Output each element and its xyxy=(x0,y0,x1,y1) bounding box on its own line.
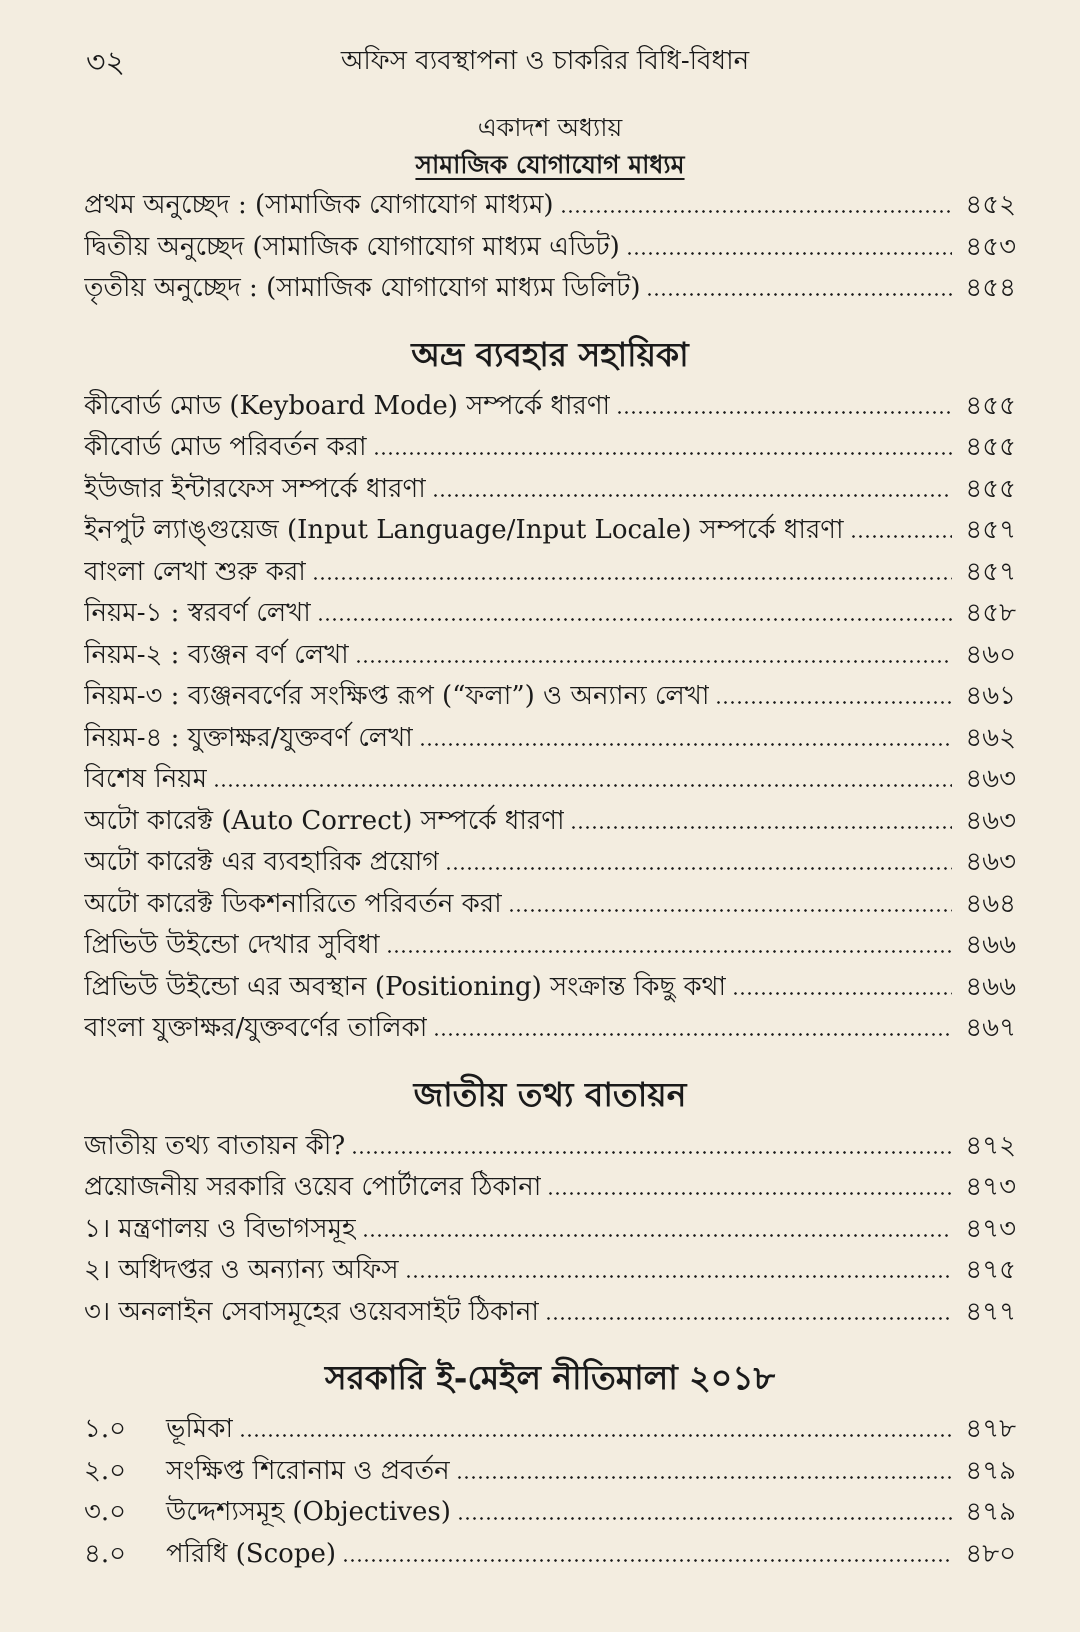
running-title: অফিস ব্যবস্থাপনা ও চাকরির বিধি-বিধান xyxy=(340,46,750,76)
toc-entry xyxy=(84,1007,1016,1049)
toc-entry-page: ৪৫৭ xyxy=(965,515,1016,545)
toc-entry-page: ৪৭২ xyxy=(965,1130,1016,1161)
section-title: সরকারি ই-মেইল নীতিমালা ২০১৮ xyxy=(324,1358,776,1397)
toc-entry-page: ৪৭৯ xyxy=(965,1497,1016,1527)
toc-entry-title: নিয়ম-৪ : যুক্তাক্ষর/যুক্তবর্ণ লেখা xyxy=(84,722,413,753)
toc-entry-text: উদ্দেশ্যসমূহ (Objectives) xyxy=(166,1497,451,1527)
toc-entry-page: ৪৫২ xyxy=(965,190,1016,220)
dot-leader xyxy=(850,535,952,538)
toc-entry xyxy=(84,717,1016,759)
chapter-subtitle: সামাজিক যোগাযোগ মাধ্যম xyxy=(415,150,685,179)
dot-leader xyxy=(432,494,952,497)
section-title: অভ্র ব্যবহার সহায়িকা xyxy=(411,334,689,374)
toc-entry-title: অটো কারেক্ট ডিকশনারিতে পরিবর্তন করা xyxy=(84,888,502,919)
toc-entry-page: ৪৬৩ xyxy=(965,847,1016,877)
toc-entry-page: ৪৬৩ xyxy=(965,764,1016,794)
toc-entry-title: নিয়ম-১ : স্বরবর্ণ লেখা xyxy=(84,598,311,628)
toc-entry-title xyxy=(84,1491,451,1535)
page-number: ৩২ xyxy=(86,45,126,80)
toc-entry xyxy=(84,1249,1016,1291)
dot-leader xyxy=(342,1559,952,1562)
toc-section xyxy=(84,1073,1016,1333)
toc-entry-page: ৪৫৪ xyxy=(965,273,1016,303)
toc-entry-number: ৩.০ xyxy=(84,1497,127,1527)
toc-entry-title xyxy=(84,1408,233,1452)
toc-entry-page: ৪৬৪ xyxy=(965,888,1016,919)
toc-entry xyxy=(84,551,1016,593)
section-title: জাতীয় তথ্য বাতায়ন xyxy=(413,1074,687,1114)
toc-entry-title: বাংলা যুক্তাক্ষর/যুক্তবর্ণের তালিকা xyxy=(84,1013,428,1043)
toc-entry xyxy=(84,426,1016,468)
toc-entry-page: ৪৫৫ xyxy=(965,432,1016,462)
dot-leader xyxy=(616,411,952,414)
toc-entry xyxy=(84,1291,1016,1333)
toc-entry-number: ১.০ xyxy=(84,1414,127,1444)
dot-leader xyxy=(239,1434,952,1437)
toc-entry xyxy=(84,1125,1016,1167)
dot-leader xyxy=(312,577,952,580)
toc-entry-title: প্রিভিউ উইন্ডো দেখার সুবিধা xyxy=(84,930,380,960)
toc-entry-page: ৪৮০ xyxy=(965,1538,1016,1569)
toc-section xyxy=(84,1356,1016,1574)
toc-entry-title: অটো কারেক্ট এর ব্যবহারিক প্রয়োগ xyxy=(84,847,440,877)
toc-entry xyxy=(84,1533,1016,1575)
toc-entry-title xyxy=(84,1533,336,1577)
toc-entry-title xyxy=(84,1450,450,1494)
toc-entry-page: ৪৬৩ xyxy=(965,805,1016,836)
toc-entry xyxy=(84,184,1016,226)
dot-leader xyxy=(386,950,952,953)
dot-leader xyxy=(646,293,952,296)
toc-entry-page: ৪৭৩ xyxy=(965,1172,1016,1202)
toc-entry xyxy=(84,592,1016,634)
dot-leader xyxy=(362,1234,952,1237)
toc-entry-page: ৪৭৫ xyxy=(965,1255,1016,1285)
toc-entry xyxy=(84,509,1016,551)
toc-entry-page: ৪৫৮ xyxy=(965,598,1016,628)
dot-leader xyxy=(560,210,952,213)
toc-entry-page: ৪৬৭ xyxy=(965,1013,1016,1043)
dot-leader xyxy=(317,618,952,621)
toc-entry-page: ৪৭৯ xyxy=(965,1455,1016,1486)
toc-entry-title: দ্বিতীয় অনুচ্ছেদ (সামাজিক যোগাযোগ মাধ্যম এডিট) xyxy=(84,231,620,262)
toc-entry xyxy=(84,1450,1016,1492)
toc-entry xyxy=(84,924,1016,966)
dot-leader xyxy=(715,701,952,704)
dot-leader xyxy=(547,1192,952,1195)
toc-entry-title: তৃতীয় অনুচ্ছেদ : (সামাজিক যোগাযোগ মাধ্যম ডিলিট) xyxy=(84,273,641,303)
toc-entry-title: ৩। অনলাইন সেবাসমূহের ওয়েবসাইট ঠিকানা xyxy=(84,1296,539,1327)
toc-entry-title: বাংলা লেখা শুরু করা xyxy=(84,556,306,587)
toc-entry-page: ৪৭৮ xyxy=(965,1414,1016,1444)
toc-entry-page: ৪৭৭ xyxy=(965,1296,1016,1327)
toc-entry xyxy=(84,800,1016,842)
toc-entry-title: ২। অধিদপ্তর ও অন্যান্য অফিস xyxy=(84,1255,399,1285)
toc-entry-title: জাতীয় তথ্য বাতায়ন কী? xyxy=(84,1130,346,1161)
toc-entry xyxy=(84,385,1016,427)
dot-leader xyxy=(457,1517,952,1520)
chapter-heading: একাদশ অধ্যায় xyxy=(477,113,623,142)
dot-leader xyxy=(373,452,952,455)
toc-entry xyxy=(84,883,1016,925)
toc-entry-number: ৪.০ xyxy=(84,1538,127,1569)
dot-leader xyxy=(626,252,952,255)
toc-entry-page: ৪৫৭ xyxy=(965,556,1016,587)
toc-entry xyxy=(84,634,1016,676)
toc-entry xyxy=(84,267,1016,309)
toc-entry-text: পরিধি (Scope) xyxy=(166,1538,337,1569)
toc-entry xyxy=(84,841,1016,883)
dot-leader xyxy=(570,826,952,829)
toc-entry-page: ৪৫৫ xyxy=(965,390,1016,421)
toc-entry-page: ৪৫৫ xyxy=(965,473,1016,504)
toc-entry-number: ২.০ xyxy=(84,1455,127,1486)
dot-leader xyxy=(419,743,952,746)
toc-entry-title: ইনপুট ল্যাঙ্গুয়েজ (Input Language/Input Locale) সম্পর্কে ধারণা xyxy=(84,515,844,545)
toc-entry-page: ৪৭৩ xyxy=(965,1213,1016,1244)
dot-leader xyxy=(433,1033,952,1036)
toc-entry-page: ৪৬২ xyxy=(965,722,1016,753)
dot-leader xyxy=(355,660,952,663)
toc-entry-title: বিশেষ নিয়ম xyxy=(84,764,208,794)
dot-leader xyxy=(213,784,952,787)
toc-entry xyxy=(84,1408,1016,1450)
toc-entry-title: কীবোর্ড মোড (Keyboard Mode) সম্পর্কে ধারণা xyxy=(84,390,611,421)
toc-entry-title: নিয়ম-২ : ব্যঞ্জন বর্ণ লেখা xyxy=(84,639,349,670)
toc-entry-title: প্রিভিউ উইন্ডো এর অবস্থান (Positioning) সংক্রান্ত কিছু কথা xyxy=(84,971,727,1002)
chapter-entries xyxy=(84,184,1016,309)
dot-leader xyxy=(732,992,952,995)
toc-entry xyxy=(84,675,1016,717)
dot-leader xyxy=(445,867,952,870)
toc-entry xyxy=(84,1166,1016,1208)
toc-entry-text: সংক্ষিপ্ত শিরোনাম ও প্রবর্তন xyxy=(166,1455,450,1486)
toc-entry-page: ৪৬৬ xyxy=(965,930,1016,960)
table-of-contents xyxy=(84,110,1016,1574)
toc-entry-text: ভূমিকা xyxy=(166,1414,233,1444)
dot-leader xyxy=(351,1151,952,1154)
toc-entry-page: ৪৫৩ xyxy=(965,231,1016,262)
toc-entry-title: কীবোর্ড মোড পরিবর্তন করা xyxy=(84,432,367,462)
toc-entry-page: ৪৬৬ xyxy=(965,971,1016,1002)
toc-entry xyxy=(84,468,1016,510)
toc-section xyxy=(84,333,1016,1049)
toc-entry-title: অটো কারেক্ট (Auto Correct) সম্পর্কে ধারণা xyxy=(84,805,565,836)
page-header xyxy=(80,30,1010,80)
toc-entry-title: নিয়ম-৩ : ব্যঞ্জনবর্ণের সংক্ষিপ্ত রূপ (“ফলা”) ও অন্যান্য লেখা xyxy=(84,681,710,711)
dot-leader xyxy=(508,909,952,912)
toc-entry-title: ১। মন্ত্রণালয় ও বিভাগসমূহ xyxy=(84,1213,356,1244)
sections xyxy=(84,333,1016,1575)
toc-entry-title: প্রথম অনুচ্ছেদ : (সামাজিক যোগাযোগ মাধ্যম) xyxy=(84,190,554,220)
toc-entry xyxy=(84,758,1016,800)
dot-leader xyxy=(545,1317,952,1320)
toc-entry xyxy=(84,966,1016,1008)
toc-entry xyxy=(84,226,1016,268)
toc-entry-title: প্রয়োজনীয় সরকারি ওয়েব পোর্টালের ঠিকানা xyxy=(84,1172,542,1202)
toc-entry-page: ৪৬১ xyxy=(965,681,1016,711)
dot-leader xyxy=(405,1275,952,1278)
toc-entry-page: ৪৬০ xyxy=(965,639,1016,670)
toc-entry xyxy=(84,1208,1016,1250)
dot-leader xyxy=(456,1476,952,1479)
toc-entry-title: ইউজার ইন্টারফেস সম্পর্কে ধারণা xyxy=(84,473,426,504)
toc-entry xyxy=(84,1491,1016,1533)
